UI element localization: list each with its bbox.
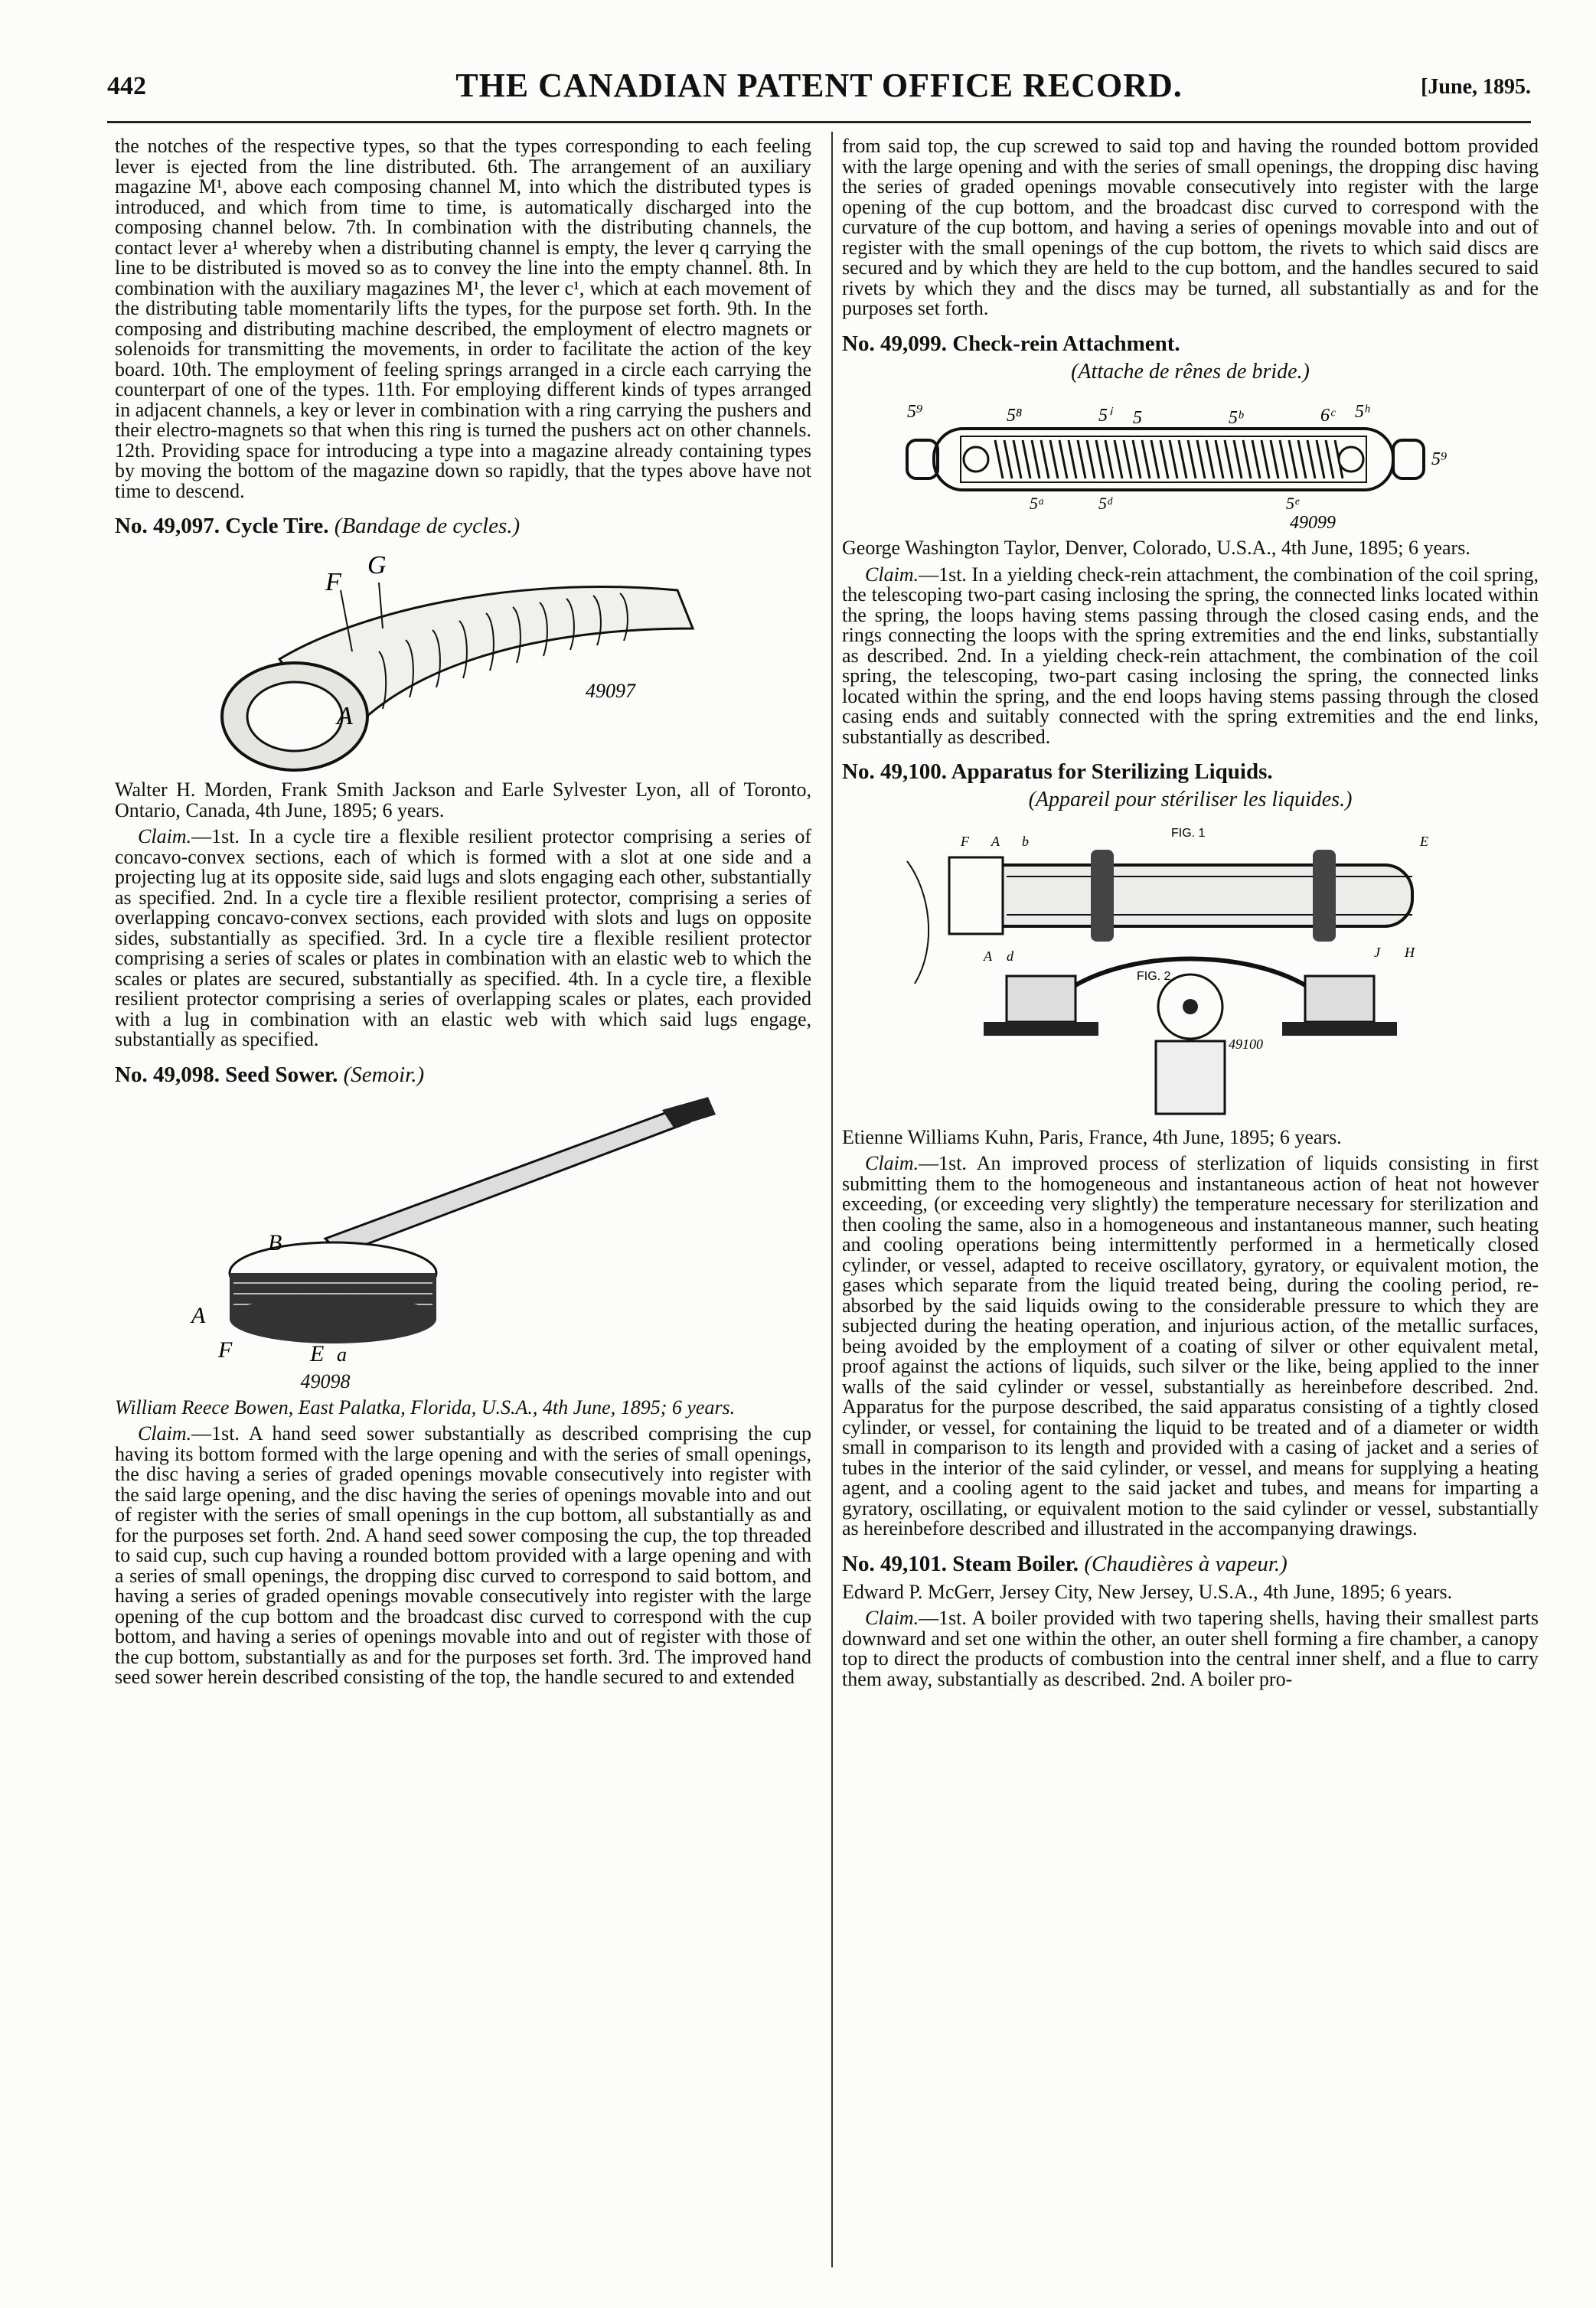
figure-letter: A [991,833,1000,849]
patent-name: Apparatus for Sterilizing Liquids. [951,759,1273,784]
patent-name: Cycle Tire. [225,514,329,538]
claim-body: —1st. A boiler provided with two tapering shells, having their smallest parts downward and set one within the other, an outer shell forming a fire chamber, a canopy top to direct the products of combustion into the central inner shelf, and a flue to carry them away, substantially as described. 2nd. A boiler pro- [842,1607,1539,1690]
figure-letter: 5⁹ [1431,449,1447,469]
figure-letter: 5ⁱ [1098,406,1111,426]
figure-letter: 5ᵉ [1286,494,1299,513]
figure-letter: 5ʰ [1355,402,1369,422]
claim-body: —1st. In a cycle tire a flexible resilient protector comprising a series of concavo-convex sections, each of which is formed with a slot at one side and a projecting lug at its opposite side, said lugs and slots engaging each other, substantially as specified. 2nd. In a cycle tire a flexible resilient protector, comprising a series of overlapping concavo-convex sections, each provided with slots and lugs on opposite sides, substantially as specified. 3rd. In a cycle tire a flexible resilient protector comprising a series of scales or plates in combination with an elastic web to which the scales or plates are secured, substantially as specified. 4th. In a cycle tire, a flexible resilient protector comprising a series of overlapping scales or plates, each provided with a lug in combination with an elastic web with which said lugs engage, substantially as specified. [115,825,811,1050]
patent-name: Check-rein Attachment. [952,331,1180,356]
figure-letter: F [218,1337,233,1363]
figure-letter: b [1022,833,1029,849]
left-column [115,136,811,1694]
seed-sower-illustration [188,1093,739,1369]
claim-label: Claim. [138,1422,192,1445]
claims-text [842,565,1539,748]
claims-text [115,1424,811,1688]
figure-number: 49097 [586,680,635,702]
figure-letter: 5ᵃ [1030,494,1045,513]
right-column [842,136,1539,1696]
patent-number: No. 49,098. [115,1062,220,1087]
claims-text [842,1608,1539,1689]
patent-name: Seed Sower. [225,1062,338,1087]
claims-text [115,827,811,1050]
continuation-text: the notches of the respective types, so that the types corresponding to each feeling lever is ejected from the line distributed. 6th. The arrangement of an auxiliary magazine M¹, above each composing channel M, into which the distributed types is introduced, and which from time to time, is automatically discharged into the composing channel below. 7th. In combination with the distributing channels, the contact lever a¹ whereby when a distributing channel is empty, the lever q carrying the line to be distributed is moved so as to convey the line into the empty channel. 8th. In combination with the auxiliary magazines M¹, the lever c¹, which at each movement of the distributing table momentarily lifts the types, for the purpose set forth. 9th. In the composing and distributing machine described, the employment of electro magnets or solenoids for transmitting the movements, in order to facilitate the action of the key board. 10th. The employment of feeling springs arranged in a circle each carrying the counterpart of one of the types. 11th. For employing different kinds of types arranged in adjacent channels, a key or lever in combination with a ring carrying the pushers and their electro-magnets so that when this ring is turned the pushers act on other channels. 12th. Providing space for introducing a type into a magazine already containing types by moving the bottom of the magazine down so rapidly, that the types above have not time to descend. [115,135,811,502]
inventor-line: Walter H. Morden, Frank Smith Jackson and Earle Sylvester Lyon, all of Toronto, Ontario, Canada, 4th June, 1895; 6 years. [115,779,811,821]
inventor-line: George Washington Taylor, Denver, Colorado, U.S.A., 4th June, 1895; 6 years. [842,537,1470,559]
figure-letter: B [268,1229,282,1255]
patent-french-name: (Semoir.) [343,1062,425,1087]
figure-letter: F [325,568,341,596]
patent-heading-49101 [842,1552,1539,1576]
figure-letter: J [1374,944,1380,960]
patent-french-name: (Appareil pour stériliser les liquides.) [1028,788,1353,811]
patent-heading-49100 [842,759,1539,784]
figure-letter: 6ᶜ [1320,406,1335,426]
figure-letter: 5⁹ [907,402,923,422]
page-header [107,66,1531,112]
patent-french-name: (Chaudières à vapeur.) [1084,1551,1288,1576]
figure-letter: E [310,1340,325,1366]
figure-letter: H [1405,944,1415,960]
patent-number: No. 49,097. [115,514,220,538]
column-divider [831,132,833,2267]
figure-letter: a [337,1343,347,1366]
figure-letter: F [961,833,969,849]
figure-number: 49099 [1290,513,1336,532]
figure-letter: A [337,702,353,730]
patent-number: No. 49,101. [842,1551,947,1576]
cycle-tire-illustration [188,544,739,774]
inventor-line: William Reece Bowen, East Palatka, Florida, U.S.A., 4th June, 1895; 6 years. [115,1396,736,1418]
figure-letter: A [191,1302,206,1328]
figure-letter: d [1007,948,1013,964]
claims-text [842,1154,1539,1539]
patent-heading-49098 [115,1063,811,1087]
publication-title: THE CANADIAN PATENT OFFICE RECORD. [455,67,1183,104]
patent-french-name: (Attache de rênes de bride.) [1071,359,1310,384]
figure-number: 49100 [1229,1036,1263,1052]
figure-number: 49098 [300,1369,351,1392]
claim-body: —1st. In a yielding check-rein attachment, the combination of the coil spring, the telescoping two-part casing inclosing the spring, the connected links located within the spring, the loops having stems passing through the closed casing ends, and the rings connecting the loops with the spring extremities and the end links, substantially as described. 2nd. In a yielding check-rein attachment, the combination of the coil spring, the telescoping, two-part casing inclosing the spring, the connected links located within the spring, and the end loops having stems passing through the closed casing ends and suitably connected with the spring extremities and the end links, substantially as described. [842,563,1539,748]
patent-number: No. 49,099. [842,331,947,356]
figure-letter: 5 [1133,408,1142,428]
claim-label: Claim. [865,1152,919,1174]
check-rein-illustration [892,387,1489,532]
continuation-text: from said top, the cup screwed to said top and having the rounded bottom provided with the large opening and with the series of small openings, the dropping disc having the series of graded openings movable consecutively into register with the large opening of the cup bottom, and the broadcast disc curved to correspond with the curvature of the cup bottom, and having a series of openings movable into and out of register with the small openings of the cup bottom, the rivets to which said discs are secured and by which they are held to the cup bottom, and the handles secured to said rivets by which they and the discs may be turned, all substantially as and for the purposes set forth. [842,135,1539,319]
claim-body: —1st. An improved process of sterlization of liquids consisting in first submitting them to the homogeneous and instantaneous action of heat not however exceeding, (or exceeding very slightly) the temperature necessary for sterilization and then cooling the same, also in a homogeneous and instantaneous manner, such heating and cooling operations being intermittently performed in a hermetically closed cylinder, or vessel, adapted to receive oscillatory, gyratory, or equivalent motion, the gases which separate from the liquid treated being, during the cooling period, re-absorbed by the said liquids owing to the considerable pressure to which they are subjected during the heating operation, and injurious action, of the metallic surfaces, being avoided by the employment of a coating of silver or other equivalent metal, proof against the actions of liquids, such silver or the like, being applied to the inner walls of the said cylinder or vessel, substantially as hereinbefore described. 2nd. Apparatus for the purpose described, the said apparatus consisting of a tightly closed cylinder, or vessel, for containing the liquid to be treated and of a diameter or width small in comparison to its length and provided with a casing of jacket and a series of tubes in the interior of the said cylinder, or vessel, and means for supplying a heating agent, and a cooling agent to the said jacket and tubes, and means for imparting a gyratory, oscillating, or equivalent motion to the said cylinder or vessel, substantially as hereinbefore described and illustrated in the accompanying drawings. [842,1152,1539,1539]
inventor-line: Etienne Williams Kuhn, Paris, France, 4th June, 1895; 6 years. [842,1125,1342,1148]
sterilizer-illustration [884,815,1496,1121]
header-rule [107,121,1531,123]
patent-heading-49097 [115,514,811,538]
figure-letter: 5ᵈ [1098,494,1112,513]
figure-label: FIG. 1 [1171,826,1206,840]
figure-letter: A [984,948,992,964]
issue-date: [June, 1895. [1421,75,1531,99]
inventor-line: Edward P. McGerr, Jersey City, New Jersey, U.S.A., 4th June, 1895; 6 years. [842,1580,1453,1603]
figure-letter: E [1420,833,1428,849]
patent-heading-49099 [842,331,1539,356]
claim-label: Claim. [865,563,919,586]
patent-french-name: (Bandage de cycles.) [334,514,521,538]
claim-label: Claim. [138,825,192,847]
page-number: 442 [107,72,146,100]
figure-letter: G [367,551,387,579]
figure-label: FIG. 2 [1137,969,1171,983]
claim-label: Claim. [865,1607,919,1629]
claim-body: —1st. A hand seed sower substantially as described comprising the cup having its bottom formed with the large opening and with the series of small openings, the disc having a series of graded openings movable consecutively into register with the said large opening, and the disc having the series of openings movable into and out of register with the series of small openings in the cup bottom, all substantially as and for the purposes set forth. 2nd. A hand seed sower composing the cup, the top threaded to said cup, such cup having a rounded bottom provided with a large opening and with a series of small openings, the dropping disc curved to correspond to said bottom, and having a series of graded openings movable consecutively into register with the large opening of the cup bottom and the broadcast disc curved to correspond with the cup bottom, and having a series of openings movable into and out of register with those of the cup bottom, substantially as and for the purposes set forth. 3rd. The improved hand seed sower herein described consisting of the top, the handle secured to and extended [115,1422,811,1688]
patent-name: Steam Boiler. [952,1551,1079,1576]
patent-number: No. 49,100. [842,759,947,784]
figure-letter: 5ᵇ [1229,408,1243,428]
figure-letter: 5⁸ [1007,406,1023,426]
